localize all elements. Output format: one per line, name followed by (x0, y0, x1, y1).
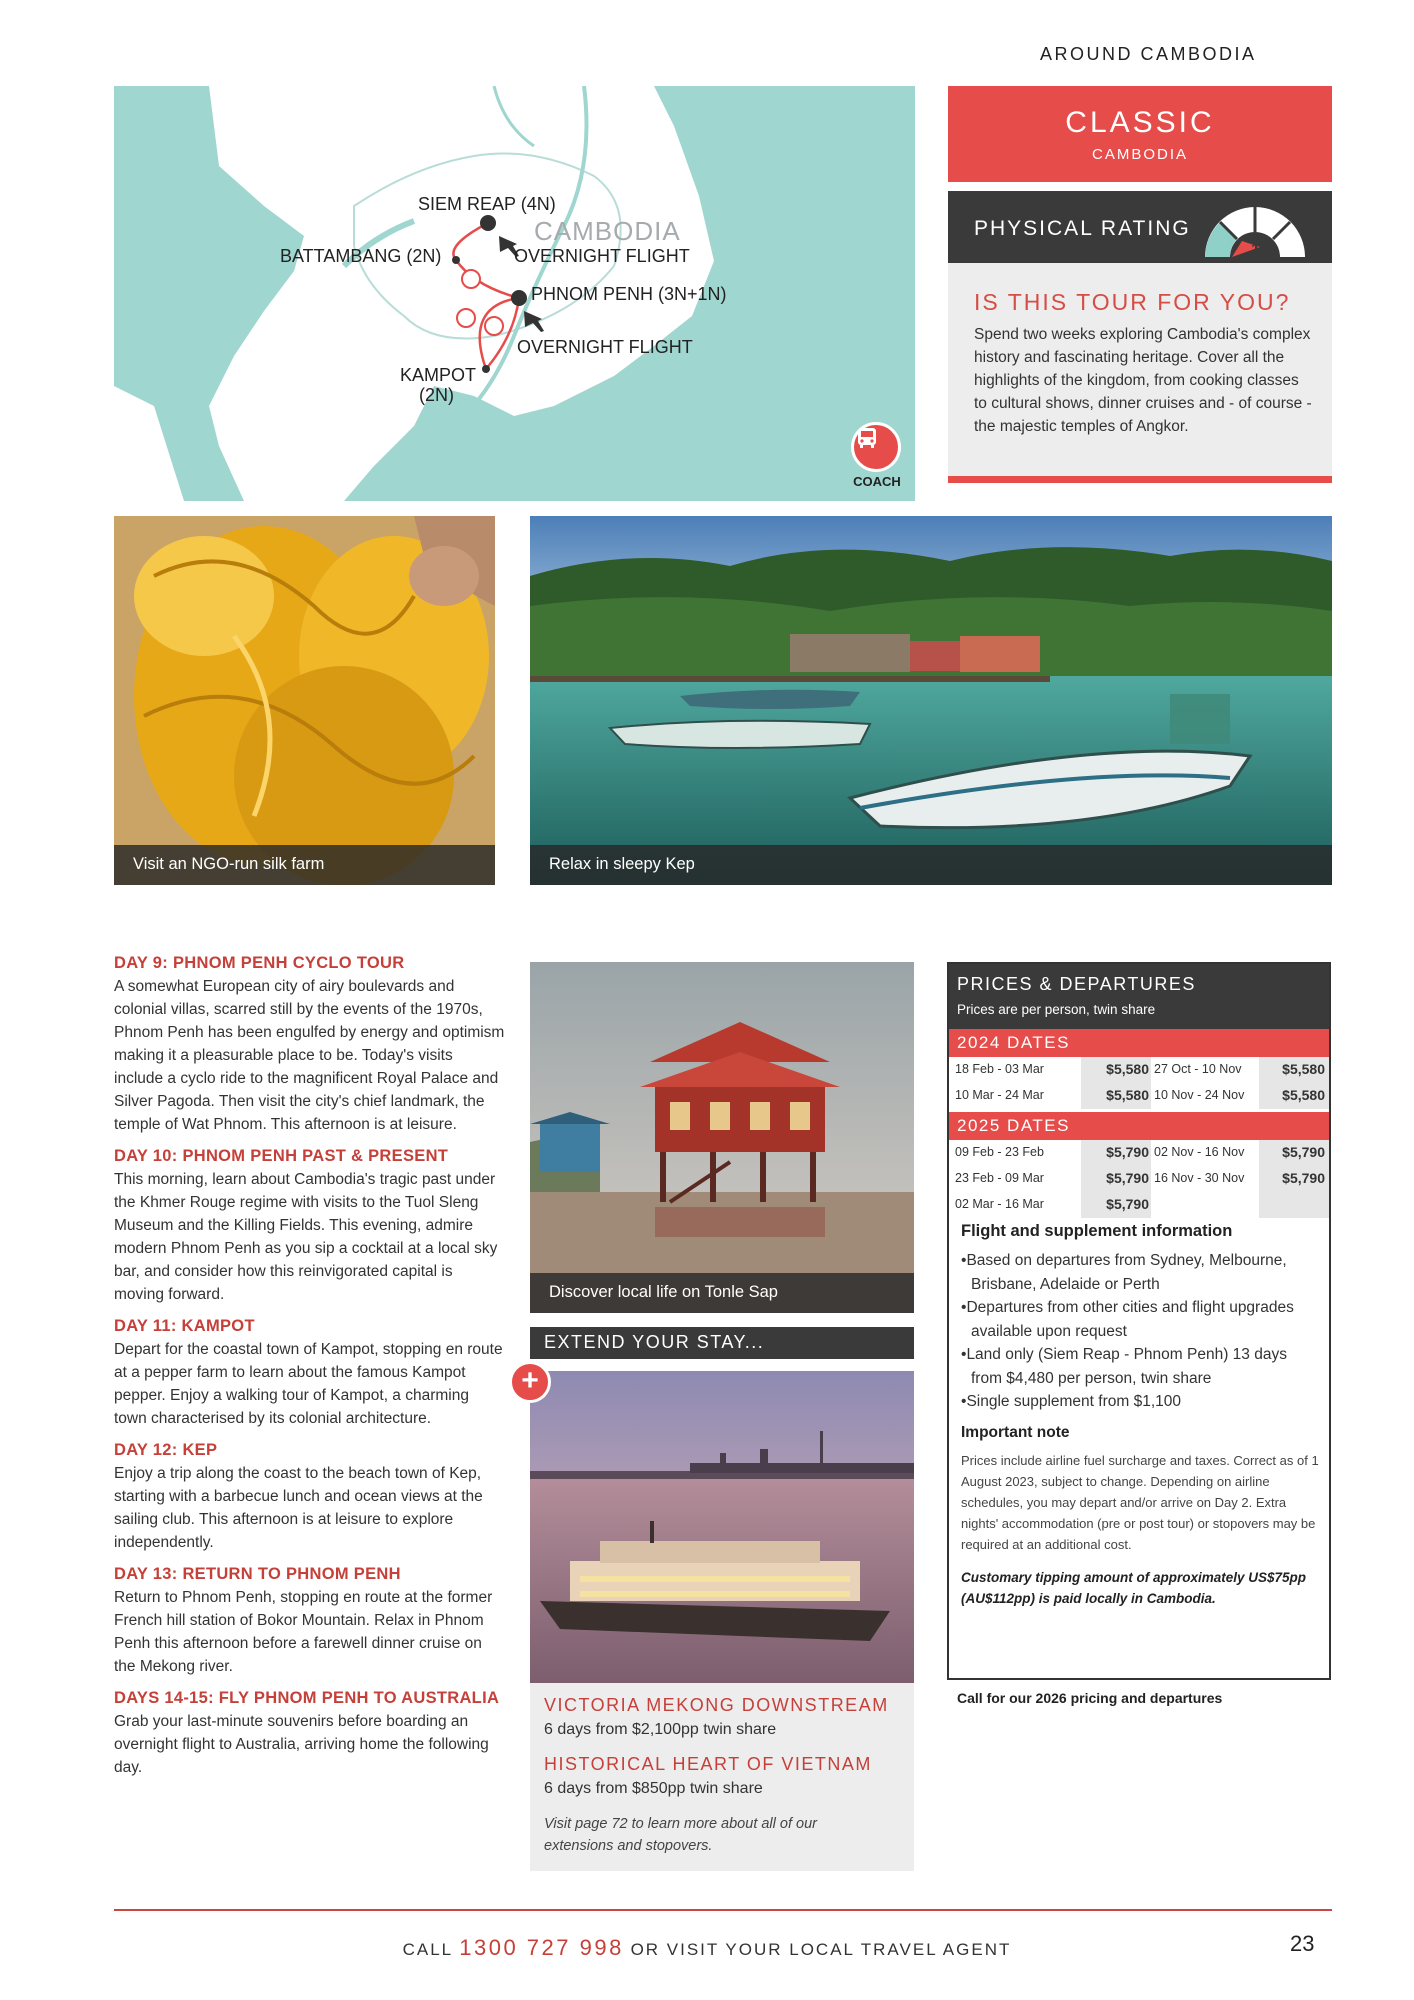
coach-icon (851, 422, 901, 472)
prices-panel (947, 962, 1331, 1680)
flight-info (961, 1222, 1321, 1609)
map-land (114, 86, 915, 501)
kep-photo (530, 516, 1332, 885)
footer-cta (0, 1935, 1414, 1961)
prices-header (949, 964, 1329, 1029)
day-text: Depart for the coastal town of Kampot, stopping en route at a pepper farm to learn about the famous Kampot pepper. Enjoy a walking tour of Kampot, a charming town characterised by its colonial architecture. (114, 1341, 503, 1427)
prices-title: PRICES & DEPARTURES (957, 974, 1196, 994)
tour-name: CLASSIC (1065, 106, 1215, 139)
section-title: AROUND CAMBODIA (1040, 44, 1257, 64)
footer-rest: OR VISIT YOUR LOCAL TRAVEL AGENT (630, 1940, 1012, 1959)
day-title: DAY 12: KEP (114, 1441, 218, 1459)
extensions-panel (530, 1683, 914, 1871)
itinerary-days (114, 954, 506, 1779)
tipping-note: Customary tipping amount of approximately US$75pp (AU$112pp) is paid locally in Cambodia. (961, 1569, 1307, 1606)
map-overnight-flight-1: OVERNIGHT FLIGHT (514, 246, 690, 266)
important-note-text: Prices include airline fuel surcharge and taxes. Correct as of 1 August 2023, subject to change. Depending on airline schedules, you may depart and/or arrive on Day 2. Extra nights' accommodation (pre or post tour) or stopovers may be required at an additional cost. (961, 1452, 1319, 1552)
important-note-title: Important note (961, 1423, 1070, 1441)
route-map (114, 86, 915, 501)
flight-info-title: Flight and supplement information (961, 1222, 1233, 1240)
tonle-sap-photo (530, 962, 914, 1313)
prices-subtitle: Prices are per person, twin share (957, 1002, 1156, 1017)
extension-detail: 6 days from $2,100pp twin share (544, 1721, 777, 1738)
day-text: This morning, learn about Cambodia's tragic past under the Khmer Rouge regime with visits to the Tuol Sleng Museum and the Killing Fields. This evening, admire modern Phnom Penh as you sip a cocktail at a local sky bar, and consider how this reinvigorated capital is moving forward. (114, 1171, 498, 1303)
map-country-label: CAMBODIA (534, 216, 681, 246)
footer-divider (114, 1909, 1332, 1911)
for-you-panel (948, 263, 1332, 476)
day-title: DAY 13: RETURN TO PHNOM PENH (114, 1565, 401, 1583)
coach-legend-label: COACH (853, 474, 901, 489)
year-2025-header: 2025 DATES (949, 1112, 1329, 1140)
price-row: 23 Feb - 09 Mar $5,790 16 Nov - 30 Nov $5,790 (955, 1170, 1325, 1186)
silk-caption: Visit an NGO-run silk farm (114, 845, 495, 885)
day-title: DAY 11: KAMPOT (114, 1317, 255, 1335)
page-number: 23 (1290, 1931, 1315, 1956)
map-stop-siem-reap: SIEM REAP (4N) (418, 194, 556, 214)
tour-title-box (948, 86, 1332, 182)
map-stop-battambang: BATTAMBANG (2N) (280, 246, 442, 266)
flight-info-item: • Single supplement from $1,100 (961, 1390, 1321, 1414)
extend-stay-header: EXTEND YOUR STAY... (530, 1327, 914, 1359)
rating-value: 1 (1251, 240, 1261, 259)
day-title: DAY 10: PHNOM PENH PAST & PRESENT (114, 1147, 449, 1165)
day-text: Return to Phnom Penh, stopping en route at the former French hill station of Bokor Mountain. Relax in Phnom Penh this afternoon before a farewell dinner cruise on the Mekong river. (114, 1589, 493, 1675)
price-row: 09 Feb - 23 Feb $5,790 02 Nov - 16 Nov $5,790 (955, 1144, 1325, 1160)
day-title: DAYS 14-15: FLY PHNOM PENH TO AUSTRALIA (114, 1689, 500, 1707)
year-2024-header: 2024 DATES (949, 1029, 1329, 1057)
rating-gauge-icon (1200, 197, 1310, 259)
tonle-sap-caption: Discover local life on Tonle Sap (530, 1273, 914, 1313)
map-overnight-flight-2: OVERNIGHT FLIGHT (517, 337, 693, 357)
price-row: 18 Feb - 03 Mar $5,580 27 Oct - 10 Nov $5,580 (955, 1061, 1325, 1077)
day-text: Grab your last-minute souvenirs before boarding an overnight flight to Australia, arriving home the following day. (114, 1713, 489, 1776)
plus-icon: + (509, 1361, 551, 1403)
physical-rating-bar (948, 191, 1332, 263)
mekong-cruise-photo (530, 1371, 914, 1683)
for-you-text: Spend two weeks exploring Cambodia's complex history and fascinating heritage. Cover all the highlights of the kingdom, from cooking classes to cultural shows, dinner cruises and - of course - the majestic temples of Angkor. (974, 326, 1312, 435)
footer-call: CALL (402, 1940, 453, 1959)
tour-region: CAMBODIA (1091, 146, 1188, 163)
flight-info-item: • Based on departures from Sydney, Melbourne, Brisbane, Adelaide or Perth (961, 1249, 1321, 1296)
flight-info-item: • Departures from other cities and flight upgrades available upon request (961, 1296, 1321, 1343)
for-you-divider (948, 476, 1332, 483)
price-row: 10 Mar - 24 Mar $5,580 10 Nov - 24 Nov $5,580 (955, 1087, 1325, 1103)
extension-detail: 6 days from $850pp twin share (544, 1780, 763, 1797)
flight-info-item: • Land only (Siem Reap - Phnom Penh) 13 days from $4,480 per person, twin share (961, 1343, 1321, 1390)
for-you-title: IS THIS TOUR FOR YOU? (974, 289, 1291, 315)
day-text: Enjoy a trip along the coast to the beach town of Kep, starting with a barbecue lunch and ocean views at the sailing club. This afternoon is at leisure to explore independently. (114, 1465, 483, 1551)
silk-photo (114, 516, 495, 885)
extension-name: HISTORICAL HEART OF VIETNAM (544, 1754, 872, 1774)
kep-caption: Relax in sleepy Kep (530, 845, 1332, 885)
price-row: 02 Mar - 16 Mar $5,790 (955, 1196, 1149, 1212)
map-stop-kampot-nights: (2N) (419, 385, 454, 405)
map-stop-phnom-penh: PHNOM PENH (3N+1N) (531, 284, 727, 304)
call-2026-note: Call for our 2026 pricing and departures (957, 1690, 1223, 1706)
day-text: A somewhat European city of airy boulevards and colonial villas, scarred still by the events of the 1970s, Phnom Penh has been engulfed by energy and optimism making it a pleasurable place to be. Today's visits include a cyclo ride to the magnificent Royal Palace and Silver Pagoda. Then visit the city's chief landmark, the temple of Wat Phnom. This afternoon is at leisure. (114, 978, 505, 1133)
footer-phone-link[interactable]: 1300 727 998 (459, 1935, 624, 1960)
day-title: DAY 9: PHNOM PENH CYCLO TOUR (114, 954, 405, 972)
physical-rating-label: PHYSICAL RATING (974, 217, 1191, 240)
map-stop-kampot: KAMPOT (400, 365, 477, 385)
extension-name: VICTORIA MEKONG DOWNSTREAM (544, 1695, 889, 1715)
extensions-note: Visit page 72 to learn more about all of our extensions and stopovers. (544, 1816, 817, 1854)
